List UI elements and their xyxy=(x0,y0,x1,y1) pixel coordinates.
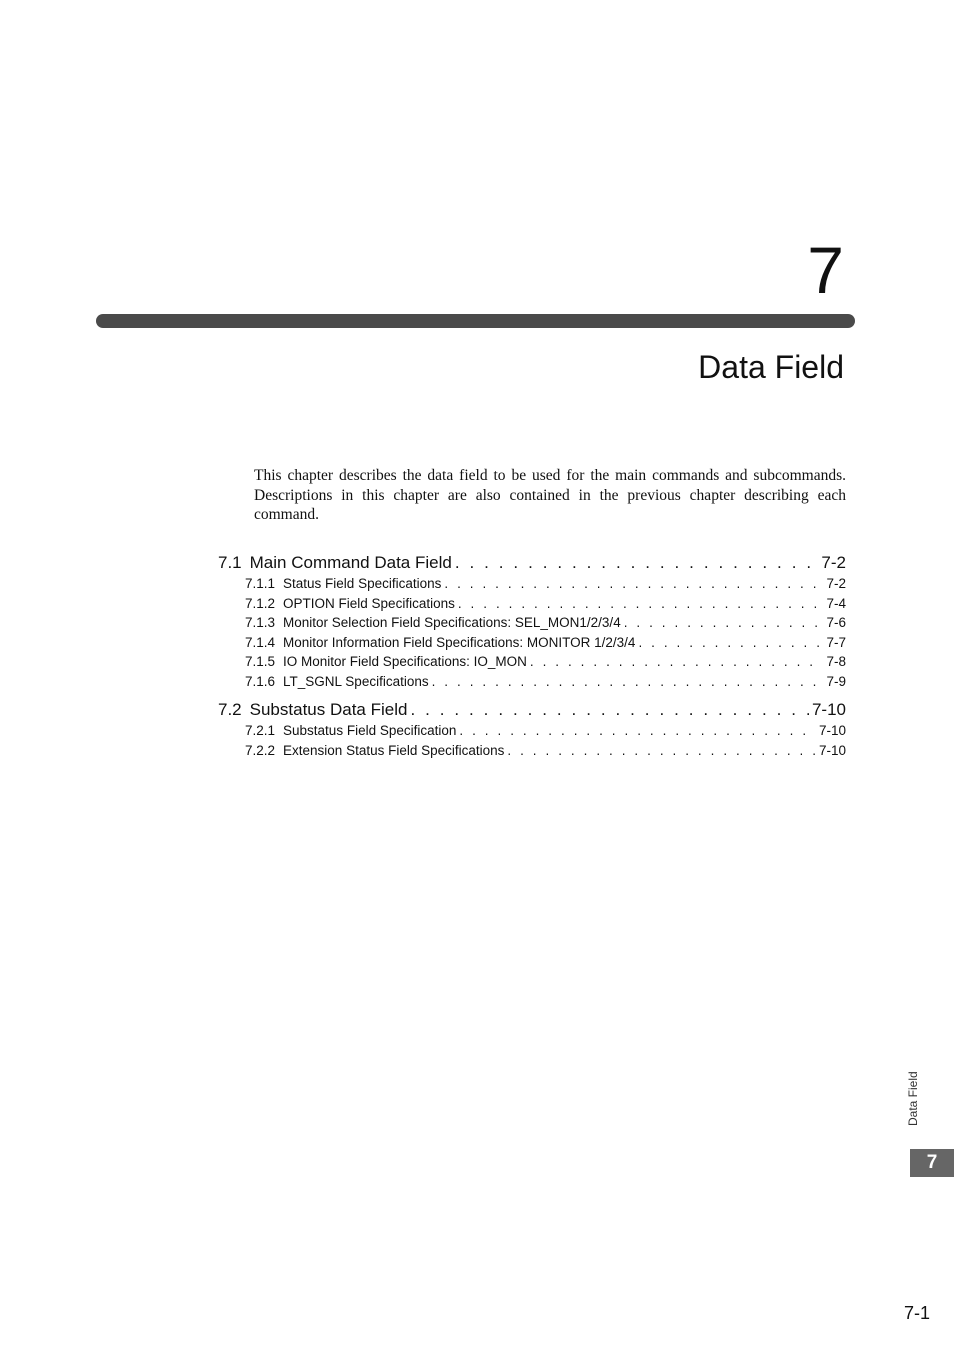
toc-leader-dots xyxy=(459,721,816,741)
toc-subsection-title: Status Field Specifications xyxy=(283,576,442,591)
toc-subsection-number: 7.1.3 xyxy=(245,615,276,630)
toc-subsection-7-1-6[interactable] xyxy=(245,672,846,692)
toc-subsection-title: Monitor Selection Field Specifications: SEL_MON1/2/3/4 xyxy=(283,615,621,630)
toc-section-title: Substatus Data Field xyxy=(249,700,408,719)
toc-section-group xyxy=(218,699,846,760)
toc-page-number: 7-2 xyxy=(826,576,846,591)
toc-subsection-title: Extension Status Field Specifications xyxy=(283,742,505,758)
table-of-contents xyxy=(218,552,846,768)
toc-subsection-title: LT_SGNL Specifications xyxy=(283,673,429,689)
toc-subsection-number: 7.1.5 xyxy=(245,654,276,669)
toc-page-number: 7-10 xyxy=(818,723,846,738)
toc-leader-dots xyxy=(638,633,823,653)
toc-section-number: 7.2 xyxy=(218,700,242,719)
toc-page-number: 7-6 xyxy=(826,615,846,630)
chapter-title: Data Field xyxy=(698,349,844,385)
side-chapter-label: Data Field xyxy=(906,1071,920,1126)
side-chapter-tab: 7 xyxy=(910,1149,954,1177)
toc-subsection-title: Substatus Field Specification xyxy=(283,723,457,738)
toc-leader-dots xyxy=(444,574,823,594)
toc-subsection-number: 7.1.2 xyxy=(245,595,276,611)
toc-subsection-7-2-2[interactable] xyxy=(245,741,846,761)
toc-leader-dots xyxy=(507,741,816,761)
toc-leader-dots xyxy=(530,652,824,672)
toc-subsection-7-1-4[interactable] xyxy=(245,633,846,653)
toc-leader-dots xyxy=(410,699,809,721)
chapter-number: 7 xyxy=(807,233,844,307)
toc-leader-dots xyxy=(624,613,824,633)
toc-section-title: Main Command Data Field xyxy=(249,553,452,572)
toc-leader-dots xyxy=(458,594,824,614)
chapter-divider-bar xyxy=(96,314,855,328)
toc-subsection-title: Monitor Information Field Specifications: MONITOR 1/2/3/4 xyxy=(283,634,636,650)
toc-section-group xyxy=(218,552,846,691)
toc-page-number: 7-4 xyxy=(826,595,846,611)
toc-section-7-1[interactable] xyxy=(218,552,846,574)
toc-subsection-7-1-2[interactable] xyxy=(245,594,846,614)
toc-section-number: 7.1 xyxy=(218,553,242,572)
toc-page-number: 7-8 xyxy=(826,654,846,669)
toc-page-number: 7-7 xyxy=(826,634,846,650)
toc-subsection-title: OPTION Field Specifications xyxy=(283,595,455,611)
toc-leader-dots xyxy=(455,552,819,574)
toc-page-number: 7-10 xyxy=(818,742,846,758)
chapter-intro: This chapter describes the data field to be used for the main commands and subcommands. Descriptions in this chapter are also contained in the previous chapter describing each command. xyxy=(254,467,846,523)
toc-subsection-7-1-3[interactable] xyxy=(245,613,846,633)
toc-subsection-number: 7.2.1 xyxy=(245,723,276,738)
toc-subsection-7-1-5[interactable] xyxy=(245,652,846,672)
toc-section-7-2[interactable] xyxy=(218,699,846,721)
toc-page-number: 7-2 xyxy=(821,553,846,572)
toc-subsection-title: IO Monitor Field Specifications: IO_MON xyxy=(283,654,527,669)
toc-subsection-7-2-1[interactable] xyxy=(245,721,846,741)
toc-subsection-number: 7.1.4 xyxy=(245,634,276,650)
toc-subsection-number: 7.2.2 xyxy=(245,742,276,758)
toc-page-number: 7-9 xyxy=(826,673,846,689)
toc-subsection-number: 7.1.1 xyxy=(245,576,276,591)
toc-page-number: 7-10 xyxy=(811,700,846,719)
page-number: 7-1 xyxy=(903,1303,930,1323)
toc-leader-dots xyxy=(432,672,824,692)
toc-subsection-number: 7.1.6 xyxy=(245,673,276,689)
toc-subsection-7-1-1[interactable] xyxy=(245,574,846,594)
